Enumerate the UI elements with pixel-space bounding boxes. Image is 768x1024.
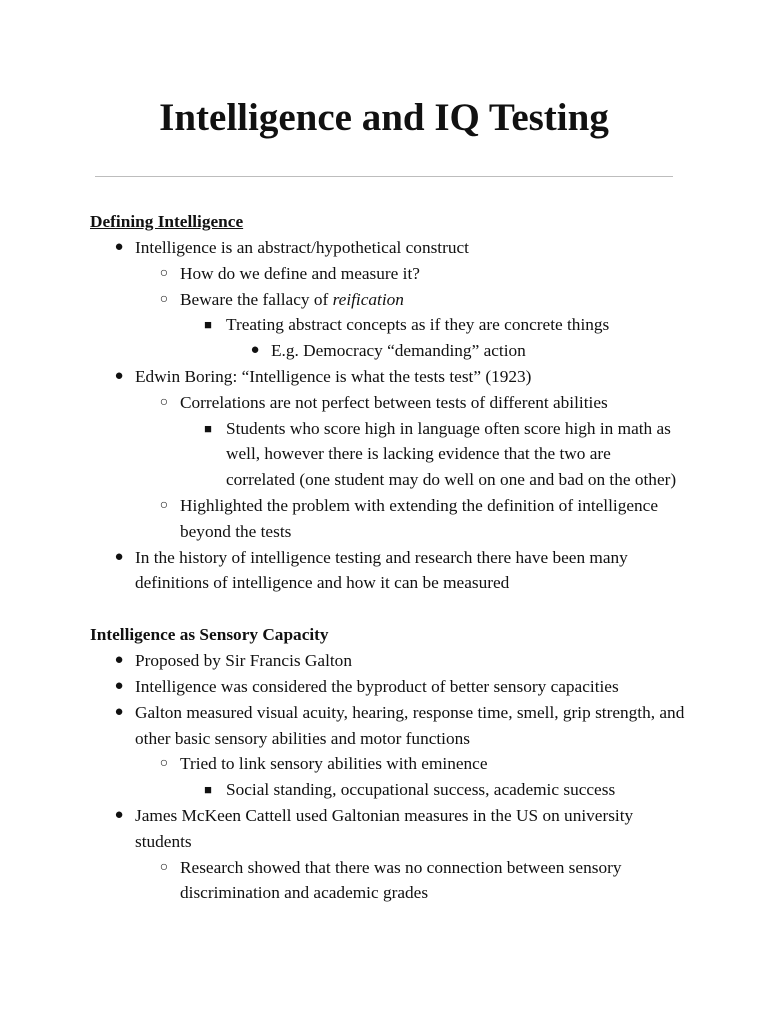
list-item — [90, 261, 690, 287]
bullet-icon: ● — [114, 367, 124, 384]
square-bullet-icon: ■ — [204, 782, 212, 798]
list-item-text: James McKeen Cattell used Galtonian measures in the US on university students — [135, 805, 634, 851]
bullet-icon: ● — [114, 239, 124, 255]
list-item-text: In the history of intelligence testing and research there have been many definitions of intelligence and how it can be measured — [135, 547, 628, 593]
hollow-circle-bullet-icon: ○ — [159, 265, 169, 281]
hollow-circle-bullet-icon: ○ — [159, 756, 169, 772]
list-item-text: Intelligence was considered the byproduct of better sensory capacities — [135, 676, 619, 696]
list-item-text: E.g. Democracy “demanding” action — [271, 341, 526, 361]
list-item-text: Galton measured visual acuity, hearing, response time, smell, grip strength, and other basic sensory abilities and motor functions — [135, 702, 685, 748]
emphasized-term: reification — [332, 289, 404, 309]
hollow-circle-bullet-icon: ○ — [159, 291, 169, 307]
list-item-text: Beware the fallacy of — [180, 289, 333, 309]
bullet-icon: ● — [114, 703, 124, 720]
list-item — [90, 545, 690, 597]
list-item — [90, 674, 690, 700]
list-item-text: How do we define and measure it? — [180, 263, 420, 283]
list-item-text: Students who score high in language often score high in math as well, however there is lacking evidence that the two are correlated (one student may do well on one and bad on the other) — [226, 418, 677, 490]
list-item — [90, 416, 678, 493]
list-item — [90, 312, 678, 338]
square-bullet-icon: ■ — [204, 420, 212, 436]
bullet-icon: ● — [114, 652, 124, 669]
list-item — [90, 648, 690, 674]
list-item-text: Proposed by Sir Francis Galton — [135, 651, 352, 671]
section-heading-defining-intelligence: Defining Intelligence — [90, 212, 244, 231]
list-item-text: Tried to link sensory abilities with eminence — [180, 754, 488, 774]
list-item — [90, 803, 690, 855]
list-item-text: Highlighted the problem with extending the definition of intelligence beyond the tests — [180, 495, 659, 541]
list-item-text: Edwin Boring: “Intelligence is what the tests test” (1923) — [135, 366, 532, 386]
bullet-icon: ● — [114, 806, 124, 823]
document-body — [90, 209, 690, 906]
list-item — [90, 338, 690, 364]
title-divider — [95, 176, 673, 177]
hollow-circle-bullet-icon: ○ — [159, 497, 169, 513]
list-item — [90, 493, 690, 545]
section-heading-sensory-capacity: Intelligence as Sensory Capacity — [90, 625, 329, 645]
list-item — [90, 777, 678, 803]
square-bullet-icon: ■ — [204, 317, 212, 333]
list-item — [90, 751, 690, 777]
hollow-circle-bullet-icon: ○ — [159, 859, 169, 875]
list-item-text: Social standing, occupational success, academic success — [226, 780, 616, 800]
bullet-icon: ● — [114, 548, 124, 565]
bullet-icon: ● — [114, 677, 124, 694]
list-item-text: Intelligence is an abstract/hypothetical construct — [135, 238, 469, 257]
list-item — [90, 364, 690, 390]
section-spacer — [90, 596, 690, 622]
page-title: Intelligence and IQ Testing — [159, 96, 609, 139]
list-item — [90, 235, 690, 261]
hollow-circle-bullet-icon: ○ — [159, 394, 169, 410]
list-item-text: Correlations are not perfect between tests of different abilities — [180, 392, 608, 412]
bullet-icon: ● — [250, 342, 260, 359]
list-item — [90, 287, 690, 313]
list-item-text: Treating abstract concepts as if they are concrete things — [226, 315, 610, 335]
list-item-text: Research showed that there was no connection between sensory discrimination and academic grades — [180, 857, 622, 903]
list-item — [90, 700, 690, 752]
list-item — [90, 855, 690, 907]
list-item — [90, 390, 690, 416]
